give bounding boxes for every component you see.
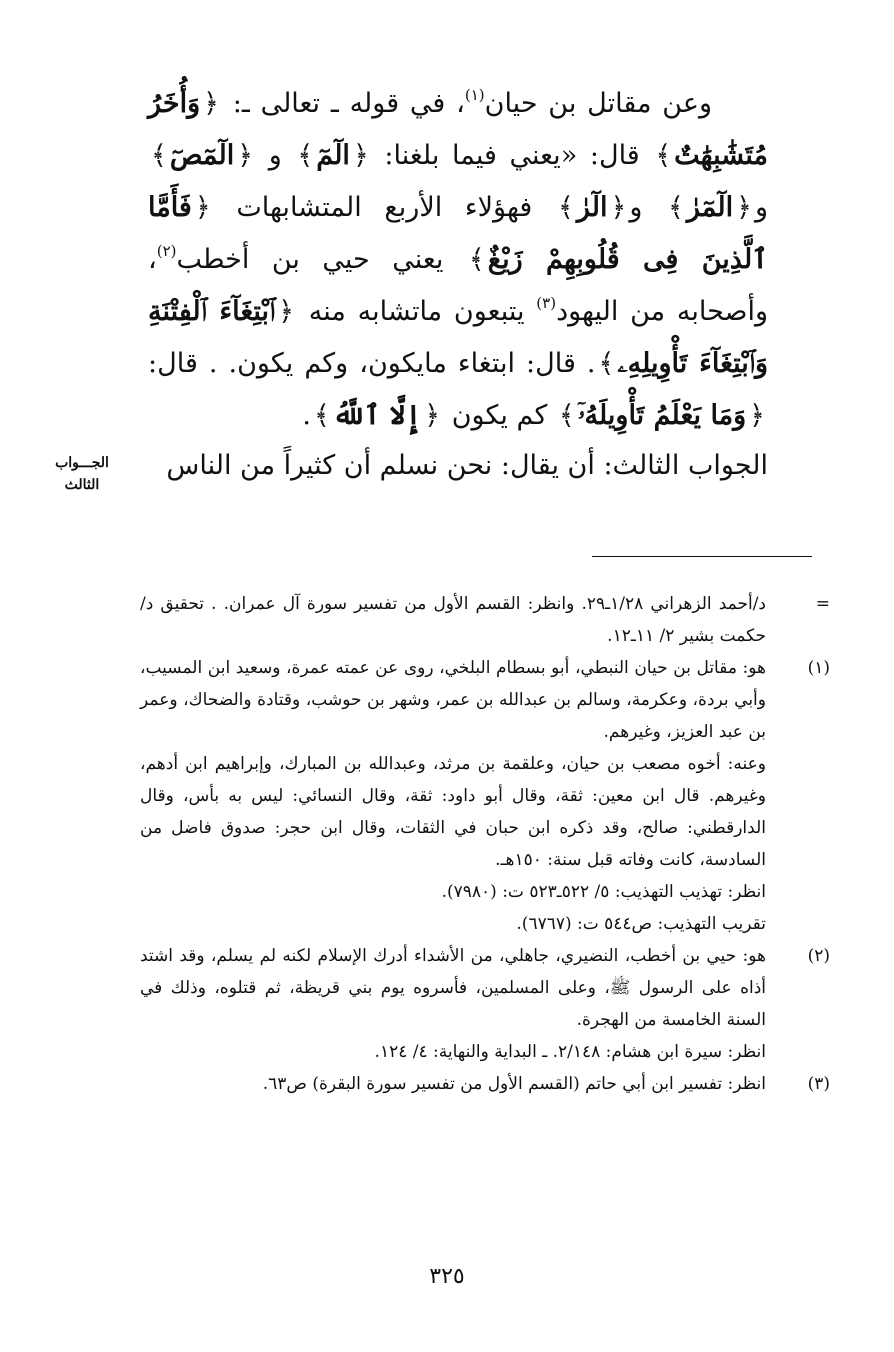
footnote-marker: (١) <box>807 658 830 678</box>
main-text-block <box>148 78 768 442</box>
text-run: وعن مقاتل بن حيان <box>484 88 712 119</box>
main-paragraph <box>148 78 768 442</box>
text-run: و <box>754 192 768 223</box>
text-run: ، في قوله ـ تعالى ـ: <box>232 88 465 119</box>
footnote-marker: (٣) <box>807 1074 830 1094</box>
ornament-open: ﴿ <box>203 88 219 119</box>
text-run: و <box>268 140 282 171</box>
quran-quote-5: ﴿الٓرٰ﴾ <box>558 192 627 223</box>
footnote-line: انظر: تفسير ابن أبي حاتم (القسم الأول من تفسير سورة البقرة) ص٦٣. <box>262 1074 766 1094</box>
footnote-line: د/أحمد الزهراني ١/٢٨ـ٢٩. وانظر: القسم الأول من تفسير سورة آل عمران. . تحقيق د/ حكمت بشير ٢/ ١١ـ١٢. <box>140 594 766 646</box>
quran-quote-8: ﴿وَمَا يَعْلَمُ تَأْوِيلَهُۥٓ﴾ <box>558 400 765 431</box>
text-run: يعني حيي بن أخطب <box>176 244 444 275</box>
footnote-line: هو: مقاتل بن حيان النبطي، أبو بسطام البلخي، روى عن عمته عمرة، وسعيد ابن المسيب، وأبي بردة، وعكرمة، وسالم بن عبدالله بن عمر، وشهر بن حوشب، وقتادة والضحاك، وعمر بن عبد العزيز، وغيرهم. <box>140 658 766 742</box>
quran-quote-6: ﴿فَأَمَّا ٱلَّذِينَ فِى قُلُوبِهِمْ زَيْغٌ﴾ <box>148 192 769 275</box>
footnote-marker: (٢) <box>807 946 830 966</box>
footnote-line: تقريب التهذيب: ص٥٤٤ ت: (٦٧٦٧). <box>516 914 766 934</box>
footnote <box>140 652 830 940</box>
quran-quote-4: ﴿الٓمٓرٰ﴾ <box>668 192 752 223</box>
footnote-line: هو: حيي بن أخطب، النضيري، جاهلي، من الأشداء أدرك الإسلام لكنه لم يسلم، وقد اشتد أذاه على الرسول ﷺ، وعلى المسلمين، فأسروه يوم بني قريظة، ثم قتلوه، وذلك في السنة الخامسة من الهجرة. <box>140 946 766 1030</box>
text-run: يتبعون ماتشابه منه <box>308 296 525 327</box>
third-answer-line: الجواب الثالث: أن يقال: نحن نسلم أن كثيراً من الناس <box>166 450 768 481</box>
footnote-divider <box>592 556 812 557</box>
margin-note-line: الجـــواب <box>55 455 109 471</box>
footnote-line: انظر: سيرة ابن هشام: ٢/١٤٨. ـ البداية والنهاية: ٤/ ١٢٤. <box>374 1042 766 1062</box>
footnote <box>140 1068 830 1100</box>
footnotes-section <box>140 588 830 1100</box>
text-run: فهؤلاء الأربع المتشابهات <box>236 192 533 223</box>
footnote-line: وعنه: أخوه مصعب بن حيان، وعلقمة بن مرثد، وعبدالله بن المبارك، وإبراهيم ابن أدهم، وغيرهم. قال ابن معين: ثقة، وقال أبو داود: ثقة، وقال النسائي: ليس به بأس، وقال الدارقطني: صالح، وقد ذكره ابن حبان في الثقات، وقال ابن حجر: صدوق فاضل من السادسة، كانت وفاته قبل سنة: ١٥٠هـ. <box>140 754 766 870</box>
footnote-ref-3: (٣) <box>536 294 557 312</box>
quran-quote-9: ﴿إِلَّا ٱللَّهُ﴾ <box>313 400 441 431</box>
text-run: و <box>629 192 643 223</box>
quran-quote-3: ﴿الٓمٓصٓ﴾ <box>151 140 254 171</box>
footnote <box>140 940 830 1068</box>
quran-quote-1: ﴿وَأُخَرُ مُتَشَٰبِهَٰتٌ﴾ <box>148 88 768 171</box>
footnote <box>140 588 830 652</box>
text-run: كم يكون <box>451 400 548 431</box>
text-run: قال: «يعني فيما بلغنا: <box>384 140 640 171</box>
text-run: ، وأصحابه من اليهود <box>148 244 768 327</box>
text-run: . <box>302 400 311 431</box>
ornament-close: ﴾ <box>655 140 672 171</box>
footnote-ref-1: (١) <box>464 86 485 104</box>
text-run: . قال: ابتغاء مايكون، وكم يكون. . قال: <box>148 348 596 379</box>
page-number: ٣٢٥ <box>429 1264 465 1289</box>
quran-quote-2: ﴿الٓمٓ﴾ <box>297 140 369 171</box>
margin-note-line: الثالث <box>64 477 100 493</box>
margin-note <box>38 452 126 496</box>
footnote-marker: = <box>815 594 830 614</box>
footnote-line: انظر: تهذيب التهذيب: ٥/ ٥٢٢ـ٥٢٣ ت: (٧٩٨٠). <box>441 882 766 902</box>
footnote-ref-2: (٢) <box>156 242 177 260</box>
quran-quote-7: ﴿ٱبْتِغَآءَ ٱلْفِتْنَةِ وَٱبْتِغَآءَ تَأْوِيلِهِۦ﴾ <box>148 296 768 379</box>
